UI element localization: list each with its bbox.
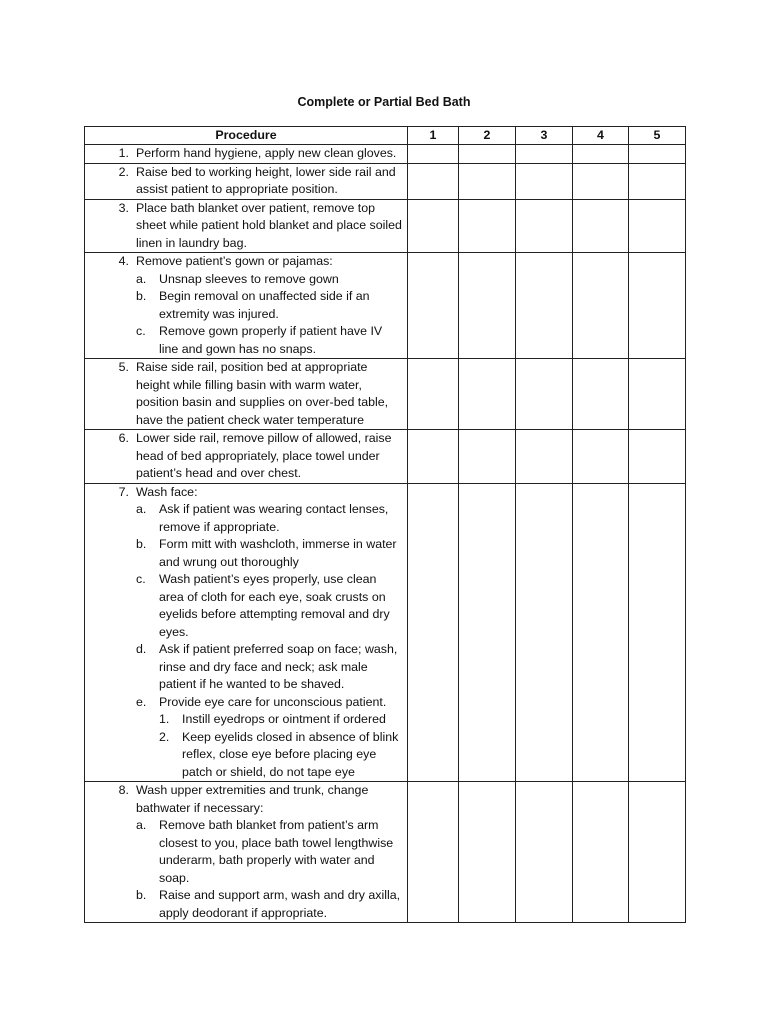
procedure-cell xyxy=(85,359,408,430)
document-title: Complete or Partial Bed Bath xyxy=(297,95,471,109)
trial-4-checkbox-cell[interactable] xyxy=(573,145,629,164)
trial-2-checkbox-cell[interactable] xyxy=(459,430,516,484)
trial-1-checkbox-cell[interactable] xyxy=(408,782,459,923)
table-row xyxy=(85,199,686,253)
trial-2-checkbox-cell[interactable] xyxy=(459,253,516,359)
table-row xyxy=(85,359,686,430)
trial-3-checkbox-cell[interactable] xyxy=(516,782,573,923)
sub-step-text: Ask if patient was wearing contact lenses, remove if appropriate. xyxy=(159,502,389,534)
trial-1-checkbox-cell[interactable] xyxy=(408,430,459,484)
step-number: 5. xyxy=(118,360,129,374)
table-row xyxy=(85,483,686,782)
trial-3-checkbox-cell[interactable] xyxy=(516,163,573,199)
step-text: Place bath blanket over patient, remove top sheet while patient hold blanket and place soiled linen in laundry bag. xyxy=(136,200,402,250)
step-number: 8. xyxy=(118,783,129,797)
trial-3-checkbox-cell[interactable] xyxy=(516,430,573,484)
trial-5-checkbox-cell[interactable] xyxy=(629,145,686,164)
sub-step-text: Unsnap sleeves to remove gown xyxy=(159,271,339,286)
step-text: Wash face: xyxy=(136,484,198,499)
procedure-step xyxy=(85,145,407,163)
step-number: 6. xyxy=(118,431,129,445)
procedure-cell xyxy=(85,163,408,199)
sub-step xyxy=(136,694,403,782)
procedure-step xyxy=(85,782,407,922)
sub-step xyxy=(136,817,403,887)
table-row xyxy=(85,145,686,164)
trial-4-checkbox-cell[interactable] xyxy=(573,253,629,359)
table-row xyxy=(85,782,686,923)
sub-step xyxy=(136,536,403,571)
header-trial-4: 4 xyxy=(573,127,629,145)
trial-2-checkbox-cell[interactable] xyxy=(459,359,516,430)
step-number: 2. xyxy=(118,164,129,179)
step-number: 4. xyxy=(118,254,129,268)
trial-3-checkbox-cell[interactable] xyxy=(516,199,573,253)
header-procedure: Procedure xyxy=(85,127,408,145)
step-number: 7. xyxy=(118,484,129,499)
sub-step-letter: b. xyxy=(136,289,147,303)
sub-sub-step-text: Instill eyedrops or ointment if ordered xyxy=(182,712,386,726)
sub-step xyxy=(136,271,403,289)
step-text: Raise bed to working height, lower side rail and assist patient to appropriate position. xyxy=(136,164,396,196)
header-trial-2: 2 xyxy=(459,127,516,145)
header-trial-3: 3 xyxy=(516,127,573,145)
header-trial-5: 5 xyxy=(629,127,686,145)
trial-1-checkbox-cell[interactable] xyxy=(408,483,459,782)
sub-sub-step xyxy=(159,711,403,729)
checklist-body xyxy=(85,145,686,923)
sub-step-letter: a. xyxy=(136,818,147,832)
sub-step-letter: b. xyxy=(136,537,147,551)
procedure-cell xyxy=(85,199,408,253)
trial-1-checkbox-cell[interactable] xyxy=(408,163,459,199)
step-text: Raise side rail, position bed at appropriate height while filling basin with warm water, position basin and supplies on over-bed table, have the patient check water temperature xyxy=(136,360,389,427)
sub-sub-step-number: 1. xyxy=(159,712,170,726)
trial-4-checkbox-cell[interactable] xyxy=(573,199,629,253)
sub-step-letter: b. xyxy=(136,888,147,902)
trial-4-checkbox-cell[interactable] xyxy=(573,163,629,199)
sub-step xyxy=(136,571,403,641)
trial-3-checkbox-cell[interactable] xyxy=(516,145,573,164)
sub-step-letter: a. xyxy=(136,271,147,286)
trial-5-checkbox-cell[interactable] xyxy=(629,163,686,199)
sub-step xyxy=(136,887,403,922)
trial-3-checkbox-cell[interactable] xyxy=(516,483,573,782)
sub-step-text: Wash patient’s eyes properly, use clean area of cloth for each eye, soak crusts on eyelids before attempting removal and dry eyes. xyxy=(159,572,390,639)
sub-step-letter: c. xyxy=(136,572,146,586)
trial-2-checkbox-cell[interactable] xyxy=(459,483,516,782)
procedure-step xyxy=(85,484,407,782)
sub-step xyxy=(136,323,403,358)
step-number: 3. xyxy=(118,200,129,215)
sub-sub-step xyxy=(159,729,403,782)
procedure-cell xyxy=(85,782,408,923)
header-row xyxy=(85,127,686,145)
trial-3-checkbox-cell[interactable] xyxy=(516,359,573,430)
sub-step-letter: c. xyxy=(136,324,146,338)
procedure-step xyxy=(85,164,407,199)
trial-1-checkbox-cell[interactable] xyxy=(408,145,459,164)
trial-2-checkbox-cell[interactable] xyxy=(459,145,516,164)
trial-5-checkbox-cell[interactable] xyxy=(629,483,686,782)
sub-step-text: Begin removal on unaffected side if an extremity was injured. xyxy=(159,289,370,321)
procedure-step xyxy=(85,359,407,429)
sub-step-text: Remove bath blanket from patient’s arm closest to you, place bath towel lengthwise underarm, bath properly with water and soap. xyxy=(159,818,394,885)
trial-4-checkbox-cell[interactable] xyxy=(573,359,629,430)
sub-step xyxy=(136,641,403,694)
table-row xyxy=(85,253,686,359)
step-text: Remove patient’s gown or pajamas: xyxy=(136,254,333,268)
procedure-checklist-table xyxy=(84,126,686,923)
trial-4-checkbox-cell[interactable] xyxy=(573,782,629,923)
trial-2-checkbox-cell[interactable] xyxy=(459,163,516,199)
sub-sub-step-text: Keep eyelids closed in absence of blink reflex, close eye before placing eye patch or shield, do not tape eye xyxy=(182,729,399,779)
procedure-cell xyxy=(85,430,408,484)
trial-3-checkbox-cell[interactable] xyxy=(516,253,573,359)
sub-sub-step-number: 2. xyxy=(159,729,170,744)
procedure-cell xyxy=(85,483,408,782)
trial-2-checkbox-cell[interactable] xyxy=(459,782,516,923)
sub-step-text: Ask if patient preferred soap on face; wash, rinse and dry face and neck; ask male patient if he wanted to be shaved. xyxy=(159,642,398,691)
table-row xyxy=(85,430,686,484)
trial-5-checkbox-cell[interactable] xyxy=(629,253,686,359)
sub-step-letter: d. xyxy=(136,642,147,656)
sub-step-text: Raise and support arm, wash and dry axilla, apply deodorant if appropriate. xyxy=(159,888,401,920)
trial-1-checkbox-cell[interactable] xyxy=(408,199,459,253)
trial-2-checkbox-cell[interactable] xyxy=(459,199,516,253)
sub-step-text: Remove gown properly if patient have IV line and gown has no snaps. xyxy=(159,324,383,356)
procedure-cell xyxy=(85,253,408,359)
sub-step-text: Provide eye care for unconscious patient. xyxy=(159,694,387,709)
trial-4-checkbox-cell[interactable] xyxy=(573,430,629,484)
step-text: Perform hand hygiene, apply new clean gloves. xyxy=(136,146,397,160)
trial-5-checkbox-cell[interactable] xyxy=(629,430,686,484)
step-text: Wash upper extremities and trunk, change bathwater if necessary: xyxy=(136,783,369,815)
trial-4-checkbox-cell[interactable] xyxy=(573,483,629,782)
sub-step-letter: e. xyxy=(136,694,147,709)
trial-5-checkbox-cell[interactable] xyxy=(629,199,686,253)
trial-1-checkbox-cell[interactable] xyxy=(408,359,459,430)
sub-step-letter: a. xyxy=(136,502,147,516)
procedure-step xyxy=(85,430,407,483)
sub-step-text: Form mitt with washcloth, immerse in water and wrung out thoroughly xyxy=(159,537,397,569)
sub-step xyxy=(136,501,403,536)
step-text: Lower side rail, remove pillow of allowed, raise head of bed appropriately, place towel under patient’s head and over chest. xyxy=(136,431,392,480)
trial-5-checkbox-cell[interactable] xyxy=(629,359,686,430)
procedure-step xyxy=(85,253,407,358)
header-trial-1: 1 xyxy=(408,127,459,145)
step-number: 1. xyxy=(118,146,129,160)
trial-1-checkbox-cell[interactable] xyxy=(408,253,459,359)
table-row xyxy=(85,163,686,199)
procedure-cell xyxy=(85,145,408,164)
sub-step xyxy=(136,288,403,323)
procedure-step xyxy=(85,200,407,253)
trial-5-checkbox-cell[interactable] xyxy=(629,782,686,923)
